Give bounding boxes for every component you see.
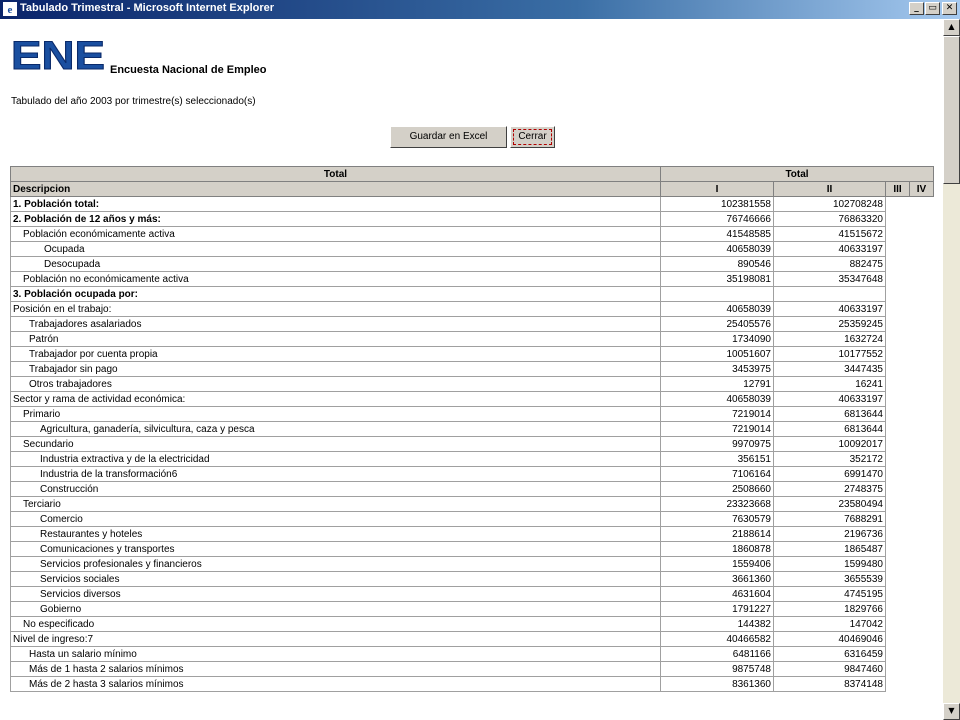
row-empty-cells xyxy=(886,317,934,332)
svg-text:e: e xyxy=(7,4,13,16)
row-empty-cells xyxy=(886,512,934,527)
table-row xyxy=(11,557,934,572)
row-empty-cells xyxy=(886,662,934,677)
scroll-down-arrow-icon[interactable]: ▼ xyxy=(943,703,960,720)
row-description: Servicios profesionales y financieros xyxy=(11,557,661,572)
table-header-row-2 xyxy=(11,182,934,197)
row-empty-cells xyxy=(886,212,934,227)
maximize-button[interactable]: ▭ xyxy=(925,2,940,15)
logo-caption: Encuesta Nacional de Empleo xyxy=(110,64,267,76)
close-window-button[interactable]: ✕ xyxy=(942,2,957,15)
table-row xyxy=(11,407,934,422)
row-value-q2: 2748375 xyxy=(774,482,886,497)
row-value-q1: 7106164 xyxy=(661,467,774,482)
row-description: Trabajadores asalariados xyxy=(11,317,661,332)
row-value-q2: 23580494 xyxy=(774,497,886,512)
row-value-q2: 3655539 xyxy=(774,572,886,587)
row-value-q2: 1865487 xyxy=(774,542,886,557)
row-value-q1: 2508660 xyxy=(661,482,774,497)
row-empty-cells xyxy=(886,242,934,257)
window-title: Tabulado Trimestral - Microsoft Internet Explorer xyxy=(20,2,275,14)
row-value-q1: 41548585 xyxy=(661,227,774,242)
row-empty-cells xyxy=(886,332,934,347)
page-content xyxy=(0,19,943,720)
row-empty-cells xyxy=(886,632,934,647)
table-row xyxy=(11,542,934,557)
table-row xyxy=(11,572,934,587)
table-row xyxy=(11,257,934,272)
table-row xyxy=(11,632,934,647)
row-value-q1: 7630579 xyxy=(661,512,774,527)
table-row xyxy=(11,392,934,407)
row-value-q2: 76863320 xyxy=(774,212,886,227)
scroll-up-arrow-icon[interactable]: ▲ xyxy=(943,19,960,36)
row-empty-cells xyxy=(886,677,934,692)
table-row xyxy=(11,302,934,317)
row-value-q1: 40658039 xyxy=(661,392,774,407)
row-value-q2: 6813644 xyxy=(774,407,886,422)
row-value-q1: 23323668 xyxy=(661,497,774,512)
row-empty-cells xyxy=(886,452,934,467)
minimize-button[interactable]: _ xyxy=(909,2,924,15)
row-value-q2: 40633197 xyxy=(774,392,886,407)
row-value-q1: 25405576 xyxy=(661,317,774,332)
row-value-q1: 1559406 xyxy=(661,557,774,572)
row-empty-cells xyxy=(886,647,934,662)
table-row xyxy=(11,662,934,677)
table-row xyxy=(11,452,934,467)
table-header-row-1 xyxy=(11,167,934,182)
header-total-left: Total xyxy=(11,167,661,182)
row-value-q2: 40469046 xyxy=(774,632,886,647)
row-value-q1: 8361360 xyxy=(661,677,774,692)
close-button[interactable]: Cerrar xyxy=(510,126,555,148)
row-value-q2: 6991470 xyxy=(774,467,886,482)
row-description: Industria de la transformación6 xyxy=(11,467,661,482)
row-value-q2: 7688291 xyxy=(774,512,886,527)
table-row xyxy=(11,197,934,212)
row-value-q2 xyxy=(774,287,886,302)
row-empty-cells xyxy=(886,617,934,632)
row-empty-cells xyxy=(886,437,934,452)
table-row xyxy=(11,332,934,347)
row-description: Trabajador por cuenta propia xyxy=(11,347,661,362)
header-total-right: Total xyxy=(661,167,934,182)
row-description: Posición en el trabajo: xyxy=(11,302,661,317)
row-empty-cells xyxy=(886,602,934,617)
row-description: Más de 1 hasta 2 salarios mínimos xyxy=(11,662,661,677)
row-value-q2: 6813644 xyxy=(774,422,886,437)
row-value-q1: 10051607 xyxy=(661,347,774,362)
row-value-q2: 3447435 xyxy=(774,362,886,377)
row-empty-cells xyxy=(886,227,934,242)
table-row xyxy=(11,242,934,257)
row-description: Sector y rama de actividad económica: xyxy=(11,392,661,407)
row-description: Terciario xyxy=(11,497,661,512)
table-row xyxy=(11,467,934,482)
row-empty-cells xyxy=(886,302,934,317)
row-value-q1: 35198081 xyxy=(661,272,774,287)
svg-text:ENE: ENE xyxy=(11,34,106,75)
row-value-q2: 9847460 xyxy=(774,662,886,677)
data-table xyxy=(10,166,934,692)
row-value-q2: 147042 xyxy=(774,617,886,632)
row-empty-cells xyxy=(886,407,934,422)
row-value-q1: 3661360 xyxy=(661,572,774,587)
row-description: Población no económicamente activa xyxy=(11,272,661,287)
table-row xyxy=(11,422,934,437)
row-value-q2: 8374148 xyxy=(774,677,886,692)
row-empty-cells xyxy=(886,587,934,602)
table-row xyxy=(11,437,934,452)
table-row xyxy=(11,227,934,242)
row-empty-cells xyxy=(886,197,934,212)
row-value-q1: 1860878 xyxy=(661,542,774,557)
row-value-q1: 890546 xyxy=(661,257,774,272)
row-empty-cells xyxy=(886,482,934,497)
row-value-q2: 40633197 xyxy=(774,242,886,257)
table-row xyxy=(11,602,934,617)
row-description: Otros trabajadores xyxy=(11,377,661,392)
table-row xyxy=(11,287,934,302)
save-excel-button[interactable]: Guardar en Excel xyxy=(390,126,507,148)
page-subtitle: Tabulado del año 2003 por trimestre(s) seleccionado(s) xyxy=(11,96,256,107)
table-row xyxy=(11,212,934,227)
table-row xyxy=(11,512,934,527)
table-row xyxy=(11,362,934,377)
row-value-q1: 102381558 xyxy=(661,197,774,212)
row-value-q2: 102708248 xyxy=(774,197,886,212)
ene-logo xyxy=(11,33,107,75)
table-row xyxy=(11,272,934,287)
row-value-q1: 144382 xyxy=(661,617,774,632)
row-value-q2: 352172 xyxy=(774,452,886,467)
row-value-q1: 3453975 xyxy=(661,362,774,377)
row-empty-cells xyxy=(886,422,934,437)
header-quarter-2: II xyxy=(774,182,886,197)
row-value-q1: 12791 xyxy=(661,377,774,392)
row-value-q1: 9970975 xyxy=(661,437,774,452)
table-row xyxy=(11,347,934,362)
row-description: Patrón xyxy=(11,332,661,347)
row-value-q2: 4745195 xyxy=(774,587,886,602)
row-empty-cells xyxy=(886,542,934,557)
row-description: Trabajador sin pago xyxy=(11,362,661,377)
row-value-q1: 2188614 xyxy=(661,527,774,542)
row-description: Nivel de ingreso:7 xyxy=(11,632,661,647)
table-row xyxy=(11,587,934,602)
row-value-q2: 1632724 xyxy=(774,332,886,347)
row-empty-cells xyxy=(886,272,934,287)
row-description: Ocupada xyxy=(11,242,661,257)
header-quarter-1: I xyxy=(661,182,774,197)
header-quarter-4: IV xyxy=(910,182,934,197)
row-value-q2: 2196736 xyxy=(774,527,886,542)
row-empty-cells xyxy=(886,257,934,272)
row-description: Primario xyxy=(11,407,661,422)
row-description: Comunicaciones y transportes xyxy=(11,542,661,557)
row-description: Hasta un salario mínimo xyxy=(11,647,661,662)
row-value-q2: 10092017 xyxy=(774,437,886,452)
row-description: 3. Población ocupada por: xyxy=(11,287,661,302)
row-value-q2: 41515672 xyxy=(774,227,886,242)
header-description: Descripcion xyxy=(11,182,661,197)
row-value-q1: 4631604 xyxy=(661,587,774,602)
row-value-q1: 7219014 xyxy=(661,407,774,422)
row-value-q2: 1599480 xyxy=(774,557,886,572)
row-value-q2: 882475 xyxy=(774,257,886,272)
row-value-q1 xyxy=(661,287,774,302)
row-value-q2: 25359245 xyxy=(774,317,886,332)
row-empty-cells xyxy=(886,527,934,542)
row-empty-cells xyxy=(886,467,934,482)
row-value-q2: 40633197 xyxy=(774,302,886,317)
row-empty-cells xyxy=(886,377,934,392)
row-description: Comercio xyxy=(11,512,661,527)
row-value-q1: 1791227 xyxy=(661,602,774,617)
row-value-q2: 35347648 xyxy=(774,272,886,287)
window-titlebar[interactable] xyxy=(0,0,960,19)
row-value-q2: 1829766 xyxy=(774,602,886,617)
row-value-q2: 6316459 xyxy=(774,647,886,662)
row-value-q1: 40658039 xyxy=(661,242,774,257)
row-value-q1: 1734090 xyxy=(661,332,774,347)
row-description: Gobierno xyxy=(11,602,661,617)
row-empty-cells xyxy=(886,362,934,377)
row-description: Desocupada xyxy=(11,257,661,272)
row-value-q1: 40658039 xyxy=(661,302,774,317)
row-value-q1: 7219014 xyxy=(661,422,774,437)
row-description: Servicios sociales xyxy=(11,572,661,587)
row-value-q1: 76746666 xyxy=(661,212,774,227)
row-value-q1: 40466582 xyxy=(661,632,774,647)
row-description: Agricultura, ganadería, silvicultura, caza y pesca xyxy=(11,422,661,437)
row-value-q1: 6481166 xyxy=(661,647,774,662)
row-description: 1. Población total: xyxy=(11,197,661,212)
header-quarter-3: III xyxy=(886,182,910,197)
row-description: 2. Población de 12 años y más: xyxy=(11,212,661,227)
row-empty-cells xyxy=(886,557,934,572)
row-empty-cells xyxy=(886,497,934,512)
scroll-thumb[interactable] xyxy=(943,36,960,184)
table-row xyxy=(11,317,934,332)
table-row xyxy=(11,377,934,392)
row-value-q1: 356151 xyxy=(661,452,774,467)
row-empty-cells xyxy=(886,572,934,587)
table-row xyxy=(11,527,934,542)
row-description: Más de 2 hasta 3 salarios mínimos xyxy=(11,677,661,692)
row-empty-cells xyxy=(886,287,934,302)
row-description: No especificado xyxy=(11,617,661,632)
row-description: Construcción xyxy=(11,482,661,497)
table-row xyxy=(11,617,934,632)
table-row xyxy=(11,497,934,512)
row-value-q2: 16241 xyxy=(774,377,886,392)
row-description: Población económicamente activa xyxy=(11,227,661,242)
row-description: Servicios diversos xyxy=(11,587,661,602)
vertical-scrollbar[interactable] xyxy=(943,19,960,720)
row-description: Secundario xyxy=(11,437,661,452)
row-empty-cells xyxy=(886,347,934,362)
table-row xyxy=(11,647,934,662)
internet-explorer-icon xyxy=(3,2,17,16)
row-value-q1: 9875748 xyxy=(661,662,774,677)
row-value-q2: 10177552 xyxy=(774,347,886,362)
row-description: Restaurantes y hoteles xyxy=(11,527,661,542)
table-row xyxy=(11,677,934,692)
row-empty-cells xyxy=(886,392,934,407)
row-description: Industria extractiva y de la electricidad xyxy=(11,452,661,467)
table-row xyxy=(11,482,934,497)
